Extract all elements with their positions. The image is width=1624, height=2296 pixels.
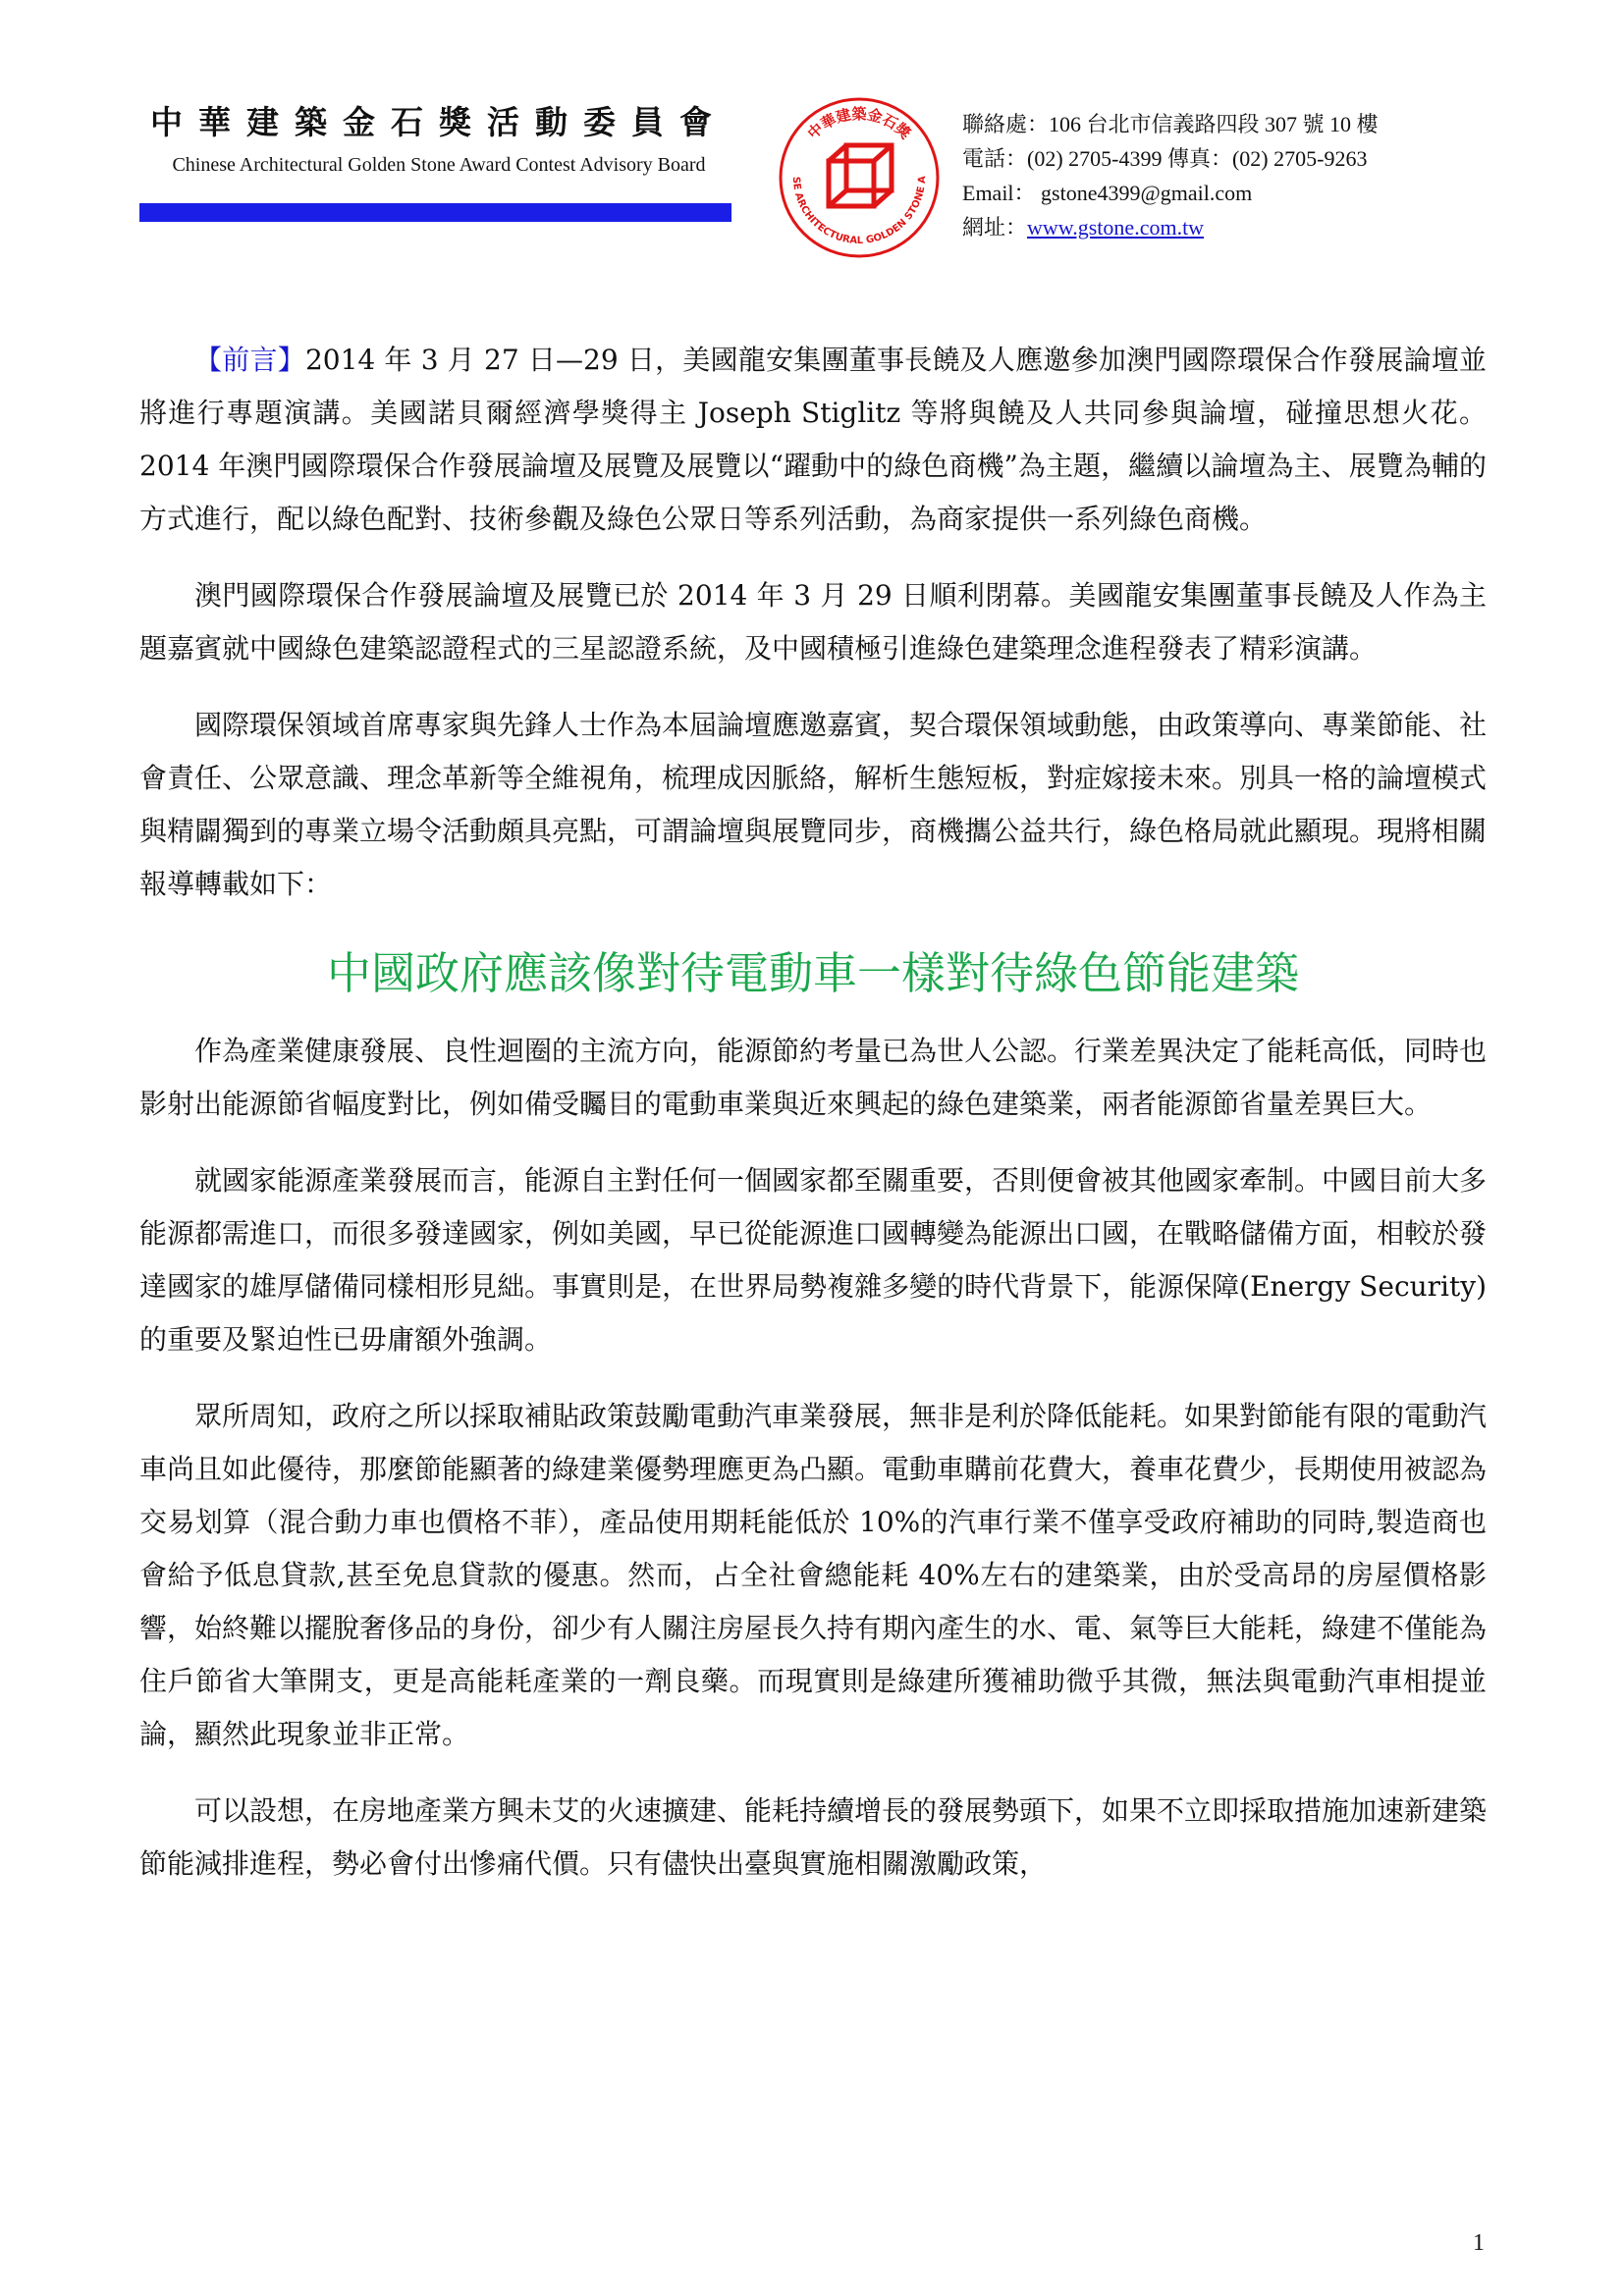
contact-phone-fax: 電話：(02) 2705-4399 傳真：(02) 2705-9263 (962, 146, 1368, 171)
contact-info (962, 107, 1512, 244)
article-paragraph-2: 就國家能源產業發展而言，能源自主對任何一個國家都至關重要，否則便會被其他國家牽制。中國目前大多能源都需進口，而很多發達國家，例如美國，早已從能源進口國轉變為能源出口國，在戰略儲備方面，相較於發達國家的雄厚儲備同樣相形見絀。事實則是，在世界局勢複雜多變的時代背景下，能源保障(Energy Security)的重要及緊迫性已毋庸額外強調。 (139, 1164, 1488, 1356)
intro-paragraph-1-text: 2014 年 3 月 27 日—29 日，美國龍安集團董事長饒及人應邀參加澳門國際環保合作發展論壇並將進行專題演講。美國諾貝爾經濟學獎得主 Joseph Stiglitz 等將與饒及人共同參與論壇，碰撞思想火花。 2014 年澳門國際環保合作發展論壇及展覽及展覽以“躍動中的綠色商機”為主題，繼續以論壇為主、展覽為輔的方式進行，配以綠色配對、技術參觀及綠色公眾日等系列活動，為商家提供一系列綠色商機。 (139, 344, 1487, 535)
contact-website-row (962, 210, 1512, 244)
article-paragraph-1: 作為產業健康發展、良性迴圈的主流方向，能源節約考量已為世人公認。行業差異決定了能耗高低，同時也影射出能源節省幅度對比，例如備受矚目的電動車業與近來興起的綠色建築業，兩者能源節省量差異巨大。 (139, 1035, 1488, 1120)
organization-header (139, 100, 738, 179)
award-seal-logo (776, 94, 943, 261)
article-paragraph-3: 眾所周知，政府之所以採取補貼政策鼓勵電動汽車業發展，無非是利於降低能耗。如果對節能有限的電動汽車尚且如此優待，那麼節能顯著的綠建業優勢理應更為凸顯。電動車購前花費大，養車花費少，長期使用被認為交易划算（混合動力車也價格不菲），產品使用期耗能低於 10%的汽車行業不僅享受政府補助的同時,製造商也會給予低息貸款,甚至免息貸款的優惠。然而，占全社會總能耗 40%左右的建築業，由於受高昂的房屋價格影響，始終難以擺脫奢侈品的身份，卻少有人關注房屋長久持有期內產生的水、電、氣等巨大能耗，綠建不僅能為住戶節省大筆開支，更是高能耗產業的一劑良藥。而現實則是綠建所獲補助微乎其微，無法與電動汽車相提並論，顯然此現象並非正常。 (139, 1400, 1488, 1750)
contact-address: 聯絡處：106 台北市信義路四段 307 號 10 樓 (962, 112, 1379, 136)
intro-paragraph-1 (139, 334, 1487, 546)
intro-paragraph-2: 澳門國際環保合作發展論壇及展覽已於 2014 年 3 月 29 日順利閉幕。美國龍安集團董事長饒及人作為主題嘉賓就中國綠色建築認證程式的三星認證系統，及中國積極引進綠色建築理念進程發表了精彩演講。 (139, 579, 1487, 665)
main-content (139, 334, 1487, 1914)
lead-label: 【前言】 (194, 344, 305, 376)
contact-website-label: 網址： (962, 215, 1028, 240)
page-number: 1 (1473, 2230, 1485, 2256)
article-paragraph-4: 可以設想，在房地產業方興未艾的火速擴建、能耗持續增長的發展勢頭下，如果不立即採取措施加速新建築節能減排進程，勢必會付出慘痛代價。只有儘快出臺與實施相關激勵政策， (139, 1794, 1488, 1880)
article-title: 中國政府應該像對待電動車一樣對待綠色節能建築 (326, 947, 1299, 999)
seal-top-text: 中華建築金石獎 (803, 105, 915, 143)
contact-email: Email： gstone4399@gmail.com (962, 181, 1253, 205)
header-divider-bar (139, 203, 731, 222)
website-link[interactable]: www.gstone.com.tw (1027, 215, 1205, 240)
org-name-english: Chinese Architectural Golden Stone Award Contest Advisory Board (172, 154, 706, 176)
seal-cube-icon (776, 94, 943, 261)
org-name-chinese: 中華建築金石獎活動委員會 (150, 103, 728, 141)
seal-bottom-text: SE ARCHITECTURAL GOLDEN STONE A (789, 176, 929, 247)
intro-paragraph-3: 國際環保領域首席專家與先鋒人士作為本屆論壇應邀嘉賓，契合環保領域動態，由政策導向、專業節能、社會責任、公眾意識、理念革新等全維視角，梳理成因脈絡，解析生態短板，對症嫁接未來。別具一格的論壇模式與精闢獨到的專業立場令活動頗具亮點，可謂論壇與展覽同步，商機攜公益共行，綠色格局就此顯現。現將相關報導轉載如下： (139, 709, 1488, 900)
